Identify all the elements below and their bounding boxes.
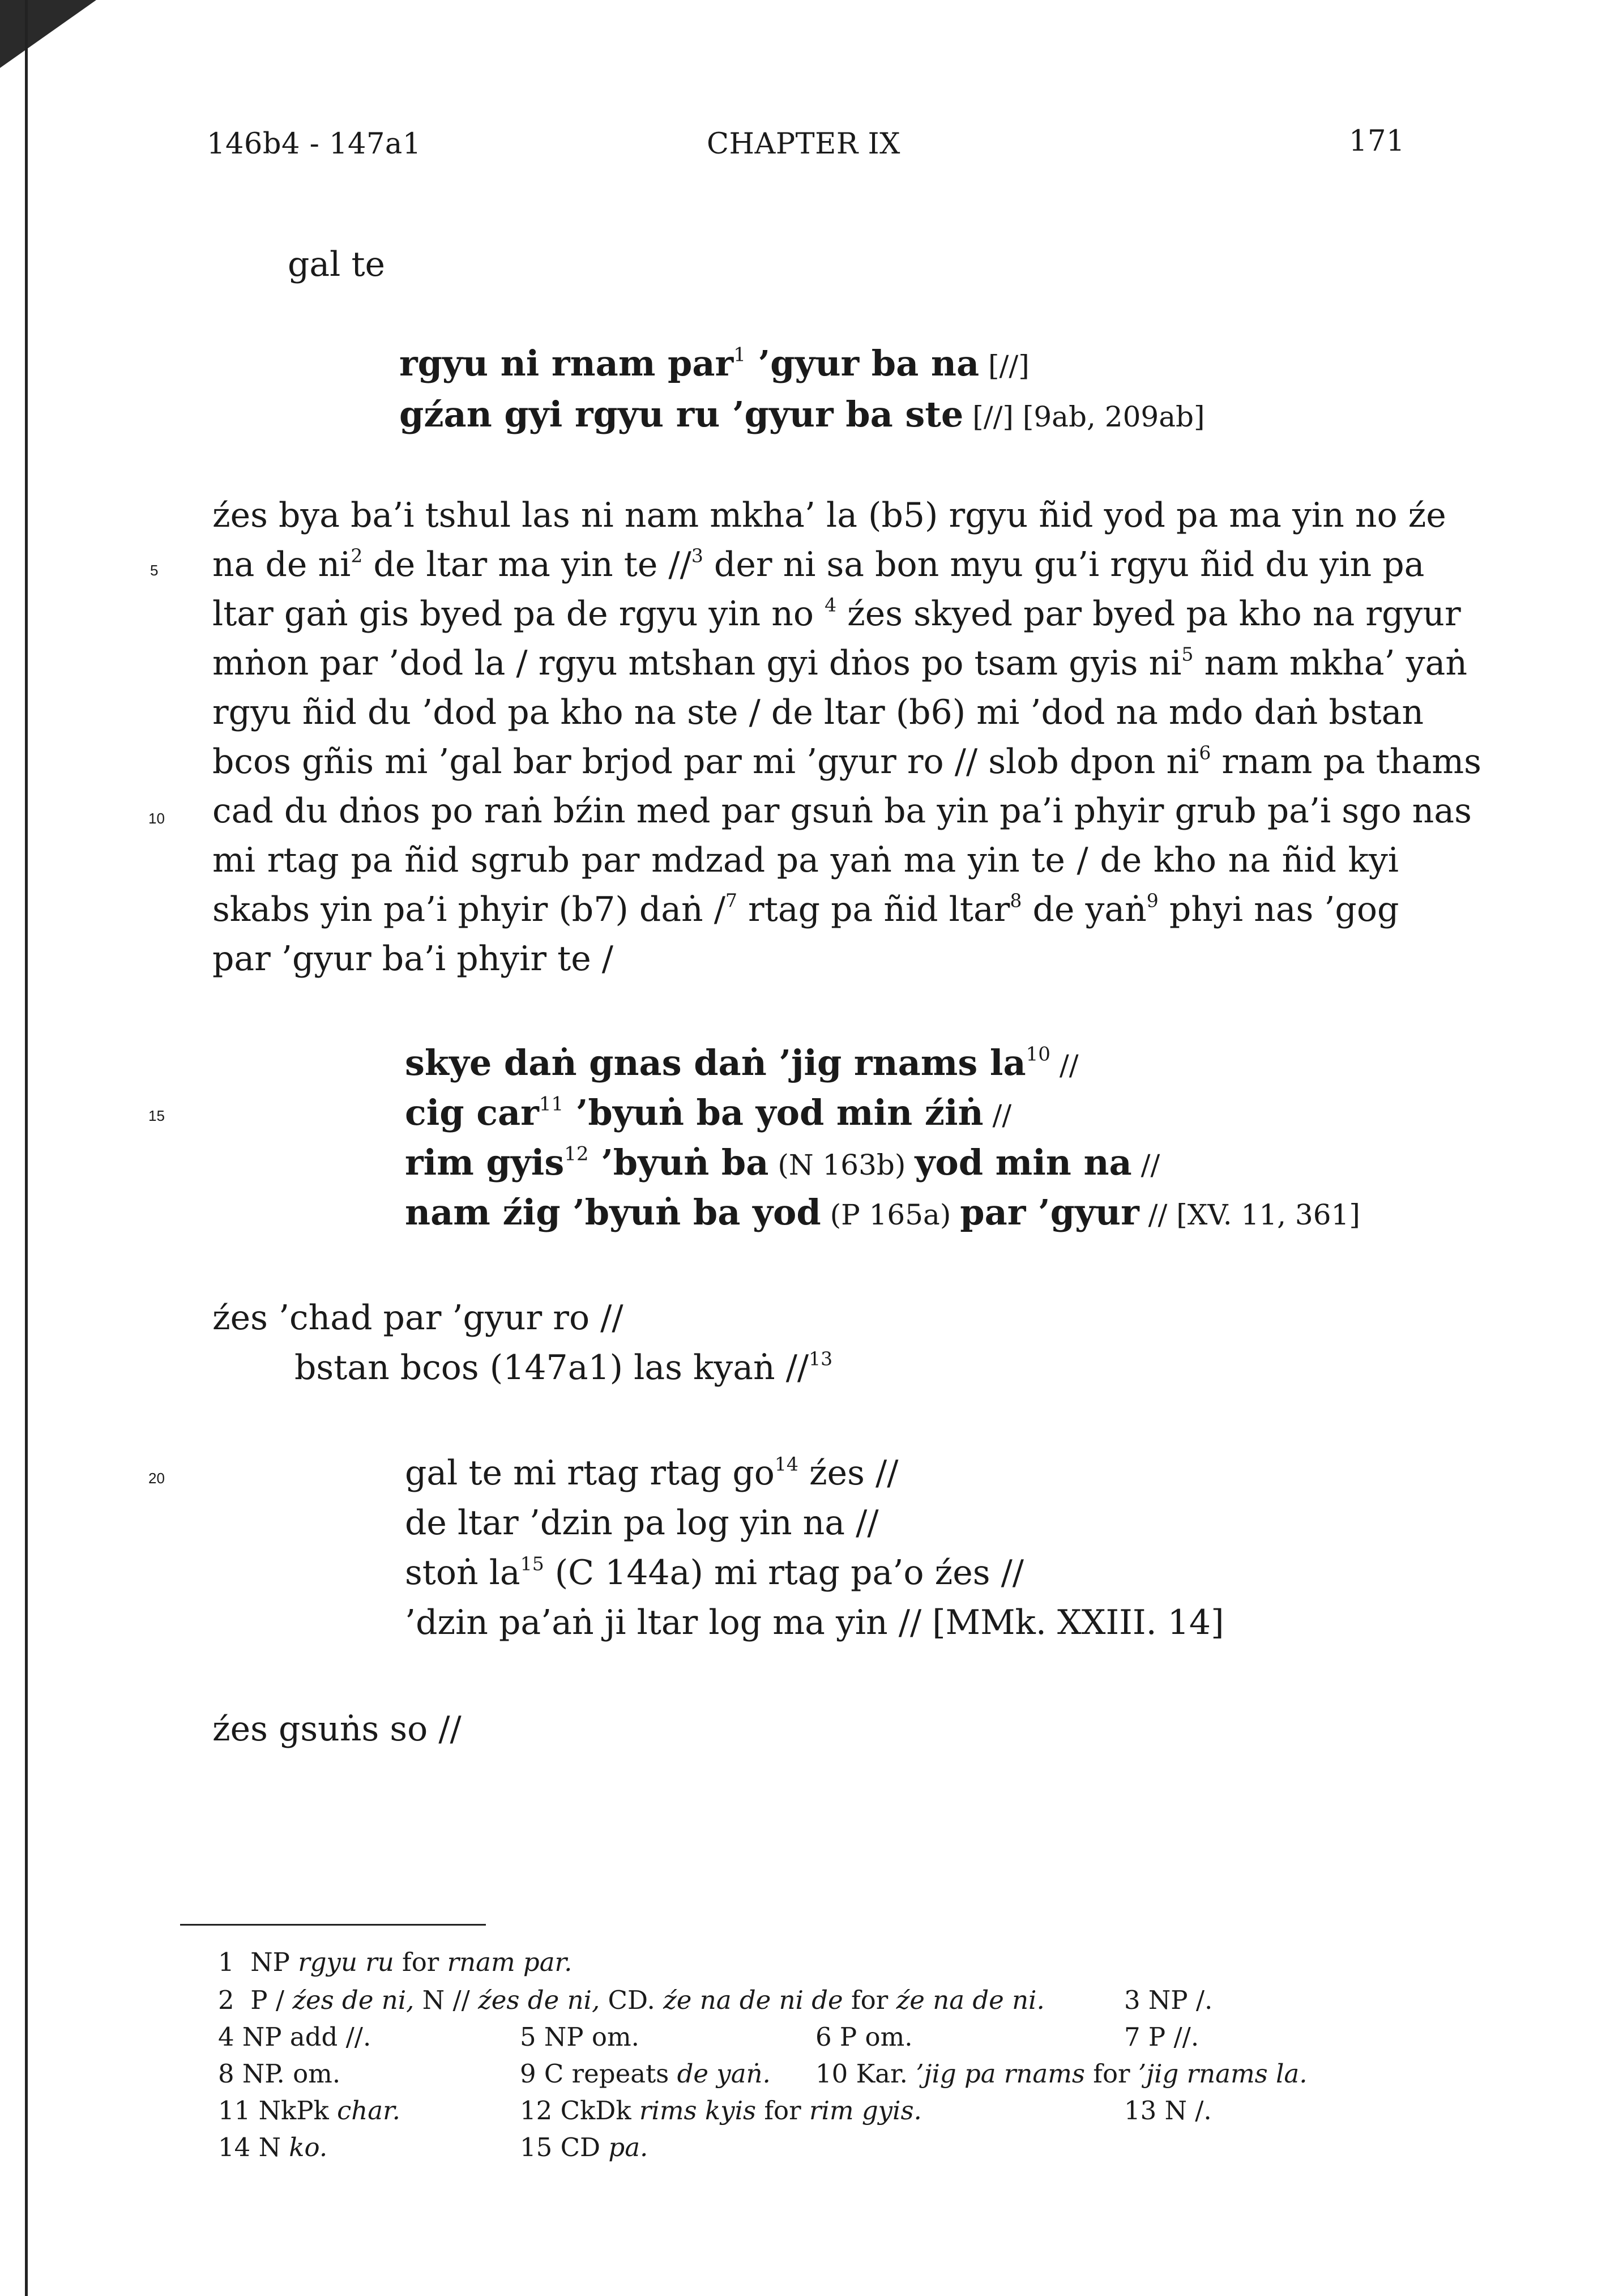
intro-line: gal te: [288, 245, 386, 284]
para-line-1: źes bya ba’i tshul las ni nam mkha’ la (b5) rgyu ñid yod pa ma yin no źe: [212, 496, 1446, 535]
footnote-6: 6 P om.: [815, 2022, 913, 2052]
verse2-line-1: skye daṅ gnas daṅ ’jig rnams $la^{10}$ //: [405, 1042, 1079, 1083]
verse3-line-3: stoṅ $la^{15}$ (C 144a) mi rtag pa’o źes //: [405, 1552, 1024, 1593]
footnote-14: 14 N ko.: [218, 2132, 328, 2162]
verse2-line-4: nam źig ’byuṅ ba yod (P 165a) par ’gyur // [XV. 11, 361]: [405, 1192, 1360, 1233]
line-number-15: 15: [148, 1107, 165, 1124]
verse3-line-2: de ltar ’dzin pa log yin na //: [405, 1503, 879, 1543]
footnote-11: 11 NkPk char.: [218, 2096, 400, 2126]
footnote-9: 9 C repeats de yaṅ.: [520, 2059, 771, 2089]
book-spine-edge: [25, 0, 28, 2296]
verse2-line-3: rim gyis$^{12}$ ’byuṅ ba (N 163b) yod min na //: [405, 1142, 1160, 1183]
header-folio-range: 146b4 - 147a1: [207, 127, 421, 161]
line-number-5: 5: [150, 562, 159, 579]
footnote-15: 15 CD pa.: [520, 2132, 648, 2162]
footnote-13: 13 N /.: [1124, 2096, 1212, 2126]
closing-line: źes gsuṅs so //: [212, 1709, 462, 1749]
para-line-6: bcos gñis mi ’gal bar brjod par mi ’gyur ro // slob dpon $ni^6$ rnam pa thams: [212, 741, 1481, 782]
verse3-line-4: ’dzin pa’aṅ ji ltar log ma yin // [MMk. XXIII. 14]: [405, 1603, 1224, 1642]
verse2-line-2: cig car$^{11}$ ’byuṅ ba yod min źiṅ //: [405, 1092, 1012, 1133]
footnote-separator: [180, 1924, 486, 1926]
para-line-8: mi rtag pa ñid sgrub par mdzad pa yaṅ ma yin te / de kho na ñid kyi: [212, 840, 1399, 880]
page-number: 171: [1349, 125, 1405, 158]
footnote-8: 8 NP. om.: [218, 2059, 341, 2089]
para-line-3: ltar gaṅ gis byed pa de rgyu yin no $^4$ źes skyed par byed pa kho na rgyur: [212, 594, 1461, 634]
verse1-line-2: gźan gyi rgyu ru ’gyur ba ste [//] [9ab, 209ab]: [399, 394, 1205, 435]
mid-line-2: bstan bcos (147a1) las kyaṅ //$^{13}$: [294, 1347, 833, 1388]
verse3-line-1: gal te mi rtag rtag $go^{14}$ źes //: [405, 1453, 899, 1493]
header-chapter-title: CHAPTER IX: [707, 127, 900, 161]
footnote-12: 12 CkDk rims kyis for rim gyis.: [520, 2096, 922, 2126]
footnote-3: 3 NP /.: [1124, 1985, 1213, 2015]
footnote-2: 2 P / źes de ni, N // źes de ni, CD. źe na de ni de for źe na de ni.: [218, 1985, 1045, 2015]
footnote-7: 7 P //.: [1124, 2022, 1199, 2052]
line-number-10: 10: [148, 810, 165, 827]
footnote-10: 10 Kar. ’jig pa rnams for ’jig rnams la.: [815, 2059, 1308, 2089]
footnote-1: 1 NP rgyu ru for rnam par.: [218, 1947, 573, 1977]
para-line-5: rgyu ñid du ’dod pa kho na ste / de ltar (b6) mi ’dod na mdo daṅ bstan: [212, 693, 1424, 732]
verse1-line-1: rgyu ni rnam par$^1$ ’gyur ba na [//]: [399, 343, 1030, 384]
para-line-9: skabs yin pa’i phyir (b7) daṅ /$^7$ rtag pa ñid ltar$^8$ de yaṅ$^9$ phyi nas ’gog: [212, 889, 1399, 929]
para-line-2: na de $ni^2$ de ltar ma yin te //$^3$ der ni sa bon myu gu’i rgyu ñid du yin pa: [212, 544, 1425, 584]
footnote-4: 4 NP add //.: [218, 2022, 371, 2052]
para-line-10: par ’gyur ba’i phyir te /: [212, 939, 614, 979]
para-line-7: cad du dṅos po raṅ bźin med par gsuṅ ba yin pa’i phyir grub pa’i sgo nas: [212, 791, 1472, 831]
scan-corner-shadow: [0, 0, 96, 68]
mid-line-1: źes ’chad par ’gyur ro //: [212, 1298, 623, 1338]
para-line-4: mṅon par ’dod la / rgyu mtshan gyi dṅos po tsam gyis $ni^5$ nam mkha’ yaṅ: [212, 643, 1467, 683]
footnote-5: 5 NP om.: [520, 2022, 639, 2052]
line-number-20: 20: [148, 1470, 165, 1487]
